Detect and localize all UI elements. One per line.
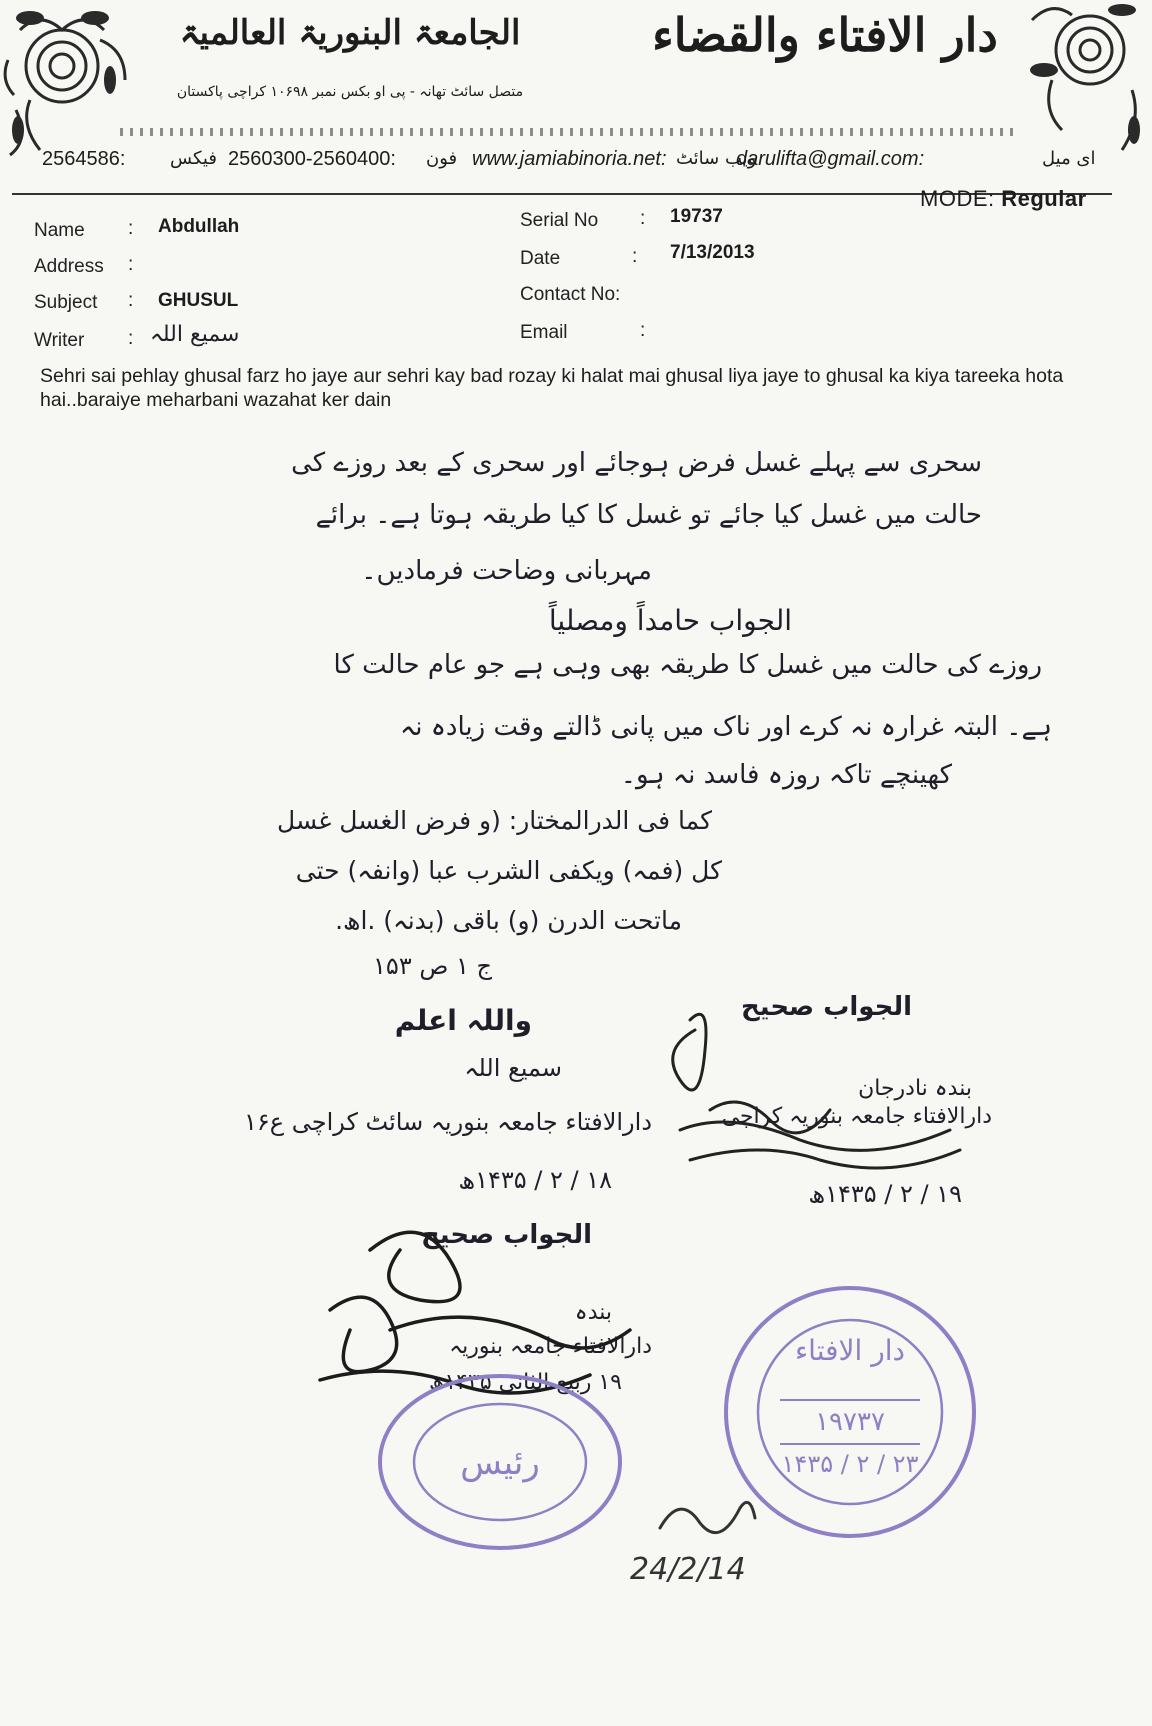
institution-address: متصل سائٹ تھانہ - پی او بکس نمبر ۱۰۶۹۸ کراچی پاکستان bbox=[176, 84, 524, 100]
mode-label: MODE: bbox=[920, 186, 995, 211]
email-link[interactable]: darulifta@gmail.com: bbox=[736, 148, 925, 170]
department-title: دار الافتاء والقضاء bbox=[652, 8, 998, 62]
address-label: Address bbox=[34, 256, 104, 277]
stamp-date: ۱۴۳۵ / ۲ / ۲۳ bbox=[781, 1450, 919, 1478]
footer-date: 24/2/14 bbox=[630, 1552, 746, 1587]
phone-number: 2560300-2560400: bbox=[228, 148, 396, 170]
reviewer-initials-signature bbox=[650, 1488, 760, 1548]
raees-stamp-left bbox=[375, 1372, 625, 1552]
verification-line: دارالافتاء جامعہ بنوریہ bbox=[449, 1334, 652, 1359]
date-colon: : bbox=[632, 246, 638, 267]
mode-indicator bbox=[920, 186, 1087, 212]
floral-ornament-left-icon bbox=[0, 0, 130, 160]
stamp-center-text: رئیس bbox=[460, 1443, 540, 1483]
writer-signature: سمیع اللہ bbox=[150, 322, 240, 347]
mode-value: Regular bbox=[1001, 186, 1087, 211]
email-field-label: Email bbox=[520, 322, 568, 343]
email-colon: : bbox=[640, 320, 646, 341]
citation-line: کل (فمہ) ویکفی الشرب عبا (وانفہ) حتی bbox=[295, 856, 722, 885]
phone-label: فون bbox=[426, 148, 458, 169]
fax-label: فیکس bbox=[170, 148, 217, 169]
website-link[interactable]: www.jamiabinoria.net: bbox=[472, 148, 667, 170]
subject-colon: : bbox=[128, 290, 134, 311]
mufti-signature: سمیع اللہ bbox=[464, 1054, 562, 1082]
answer-line: کھینچے تاکہ روزہ فاسد نہ ہو۔ bbox=[620, 760, 952, 790]
stamp-title: دار الافتاء bbox=[795, 1334, 905, 1367]
address-colon: : bbox=[128, 254, 134, 275]
serial-label: Serial No bbox=[520, 210, 599, 231]
contact-label: Contact No: bbox=[520, 284, 621, 305]
question-text: Sehri sai pehlay ghusal farz ho jaye aur sehri kay bad rozay ki halat mai ghusal liya jaye to ghusal ka kiya tareeka hota hai..baraiye meharbani wazahat ker dain bbox=[40, 365, 1064, 411]
serial-value: 19737 bbox=[670, 206, 723, 227]
date-label: Date bbox=[520, 248, 561, 269]
citation-reference: ج ۱ ص ۱۵۳ bbox=[373, 952, 492, 980]
decorative-chain-border bbox=[120, 128, 1020, 136]
verification-date: ۱۹ / ۲ / ۱۴۳۵ھ bbox=[808, 1180, 962, 1208]
date-value: 7/13/2013 bbox=[670, 242, 755, 263]
writer-colon: : bbox=[128, 328, 134, 349]
stamp-number: ۱۹۷۳۷ bbox=[815, 1407, 885, 1437]
issuing-institution: دارالافتاء جامعہ بنوریہ سائٹ کراچی ع۱۶ bbox=[244, 1108, 652, 1136]
writer-label: Writer bbox=[34, 330, 85, 351]
answer-heading: الجواب حامداً ومصلیاً bbox=[548, 604, 792, 637]
citation-line: کما فی الدرالمختار: (و فرض الغسل غسل bbox=[277, 806, 712, 835]
answer-line: روزے کی حالت میں غسل کا طریقہ بھی وہی ہے جو عام حالت کا bbox=[333, 650, 1042, 680]
serial-colon: : bbox=[640, 208, 646, 229]
website-label: ویب سائٹ bbox=[676, 148, 757, 169]
verification-title: الجواب صحیح bbox=[420, 1220, 592, 1250]
verification-title: الجواب صحیح bbox=[740, 992, 912, 1022]
closing-phrase: واللہ اعلم bbox=[394, 1004, 532, 1037]
name-value: Abdullah bbox=[158, 216, 240, 237]
institution-name: الجامعۃ البنوریۃ العالمیۃ bbox=[179, 13, 521, 53]
urdu-question-line: سحری سے پہلے غسل فرض ہوجائے اور سحری کے بعد روزے کی bbox=[291, 448, 982, 478]
verification-line: بندہ bbox=[574, 1300, 612, 1325]
name-colon: : bbox=[128, 218, 134, 239]
handwritten-signature-right bbox=[650, 990, 1010, 1200]
hijri-date: ۱۸ / ۲ / ۱۴۳۵ھ bbox=[458, 1166, 612, 1194]
name-label: Name bbox=[34, 220, 85, 241]
subject-label: Subject bbox=[34, 292, 98, 313]
verification-date: ۱۹ ربیع الثانی ۱۴۳۵ھ bbox=[429, 1370, 622, 1395]
answer-line: ہے۔ البتہ غرارہ نہ کرے اور ناک میں پانی ڈالتے وقت زیادہ نہ bbox=[399, 712, 1052, 742]
subject-value: GHUSUL bbox=[158, 290, 239, 311]
citation-line: ماتحت الدرن (و) باقی (بدنہ) .اھ. bbox=[335, 906, 682, 935]
urdu-question-line: مہربانی وضاحت فرمادیں۔ bbox=[361, 556, 652, 586]
contact-line bbox=[42, 148, 1122, 178]
fax-number: 2564586: bbox=[42, 148, 126, 170]
floral-ornament-right-icon bbox=[1022, 0, 1152, 160]
verification-line: بندہ نادرجان bbox=[858, 1076, 972, 1101]
verification-line: دارالافتاء جامعہ بنوریہ کراچی bbox=[721, 1104, 992, 1129]
email-label: ای میل bbox=[1042, 148, 1096, 169]
urdu-question-line: حالت میں غسل کیا جائے تو غسل کا کیا طریقہ ہوتا ہے۔ برائے bbox=[315, 500, 982, 530]
